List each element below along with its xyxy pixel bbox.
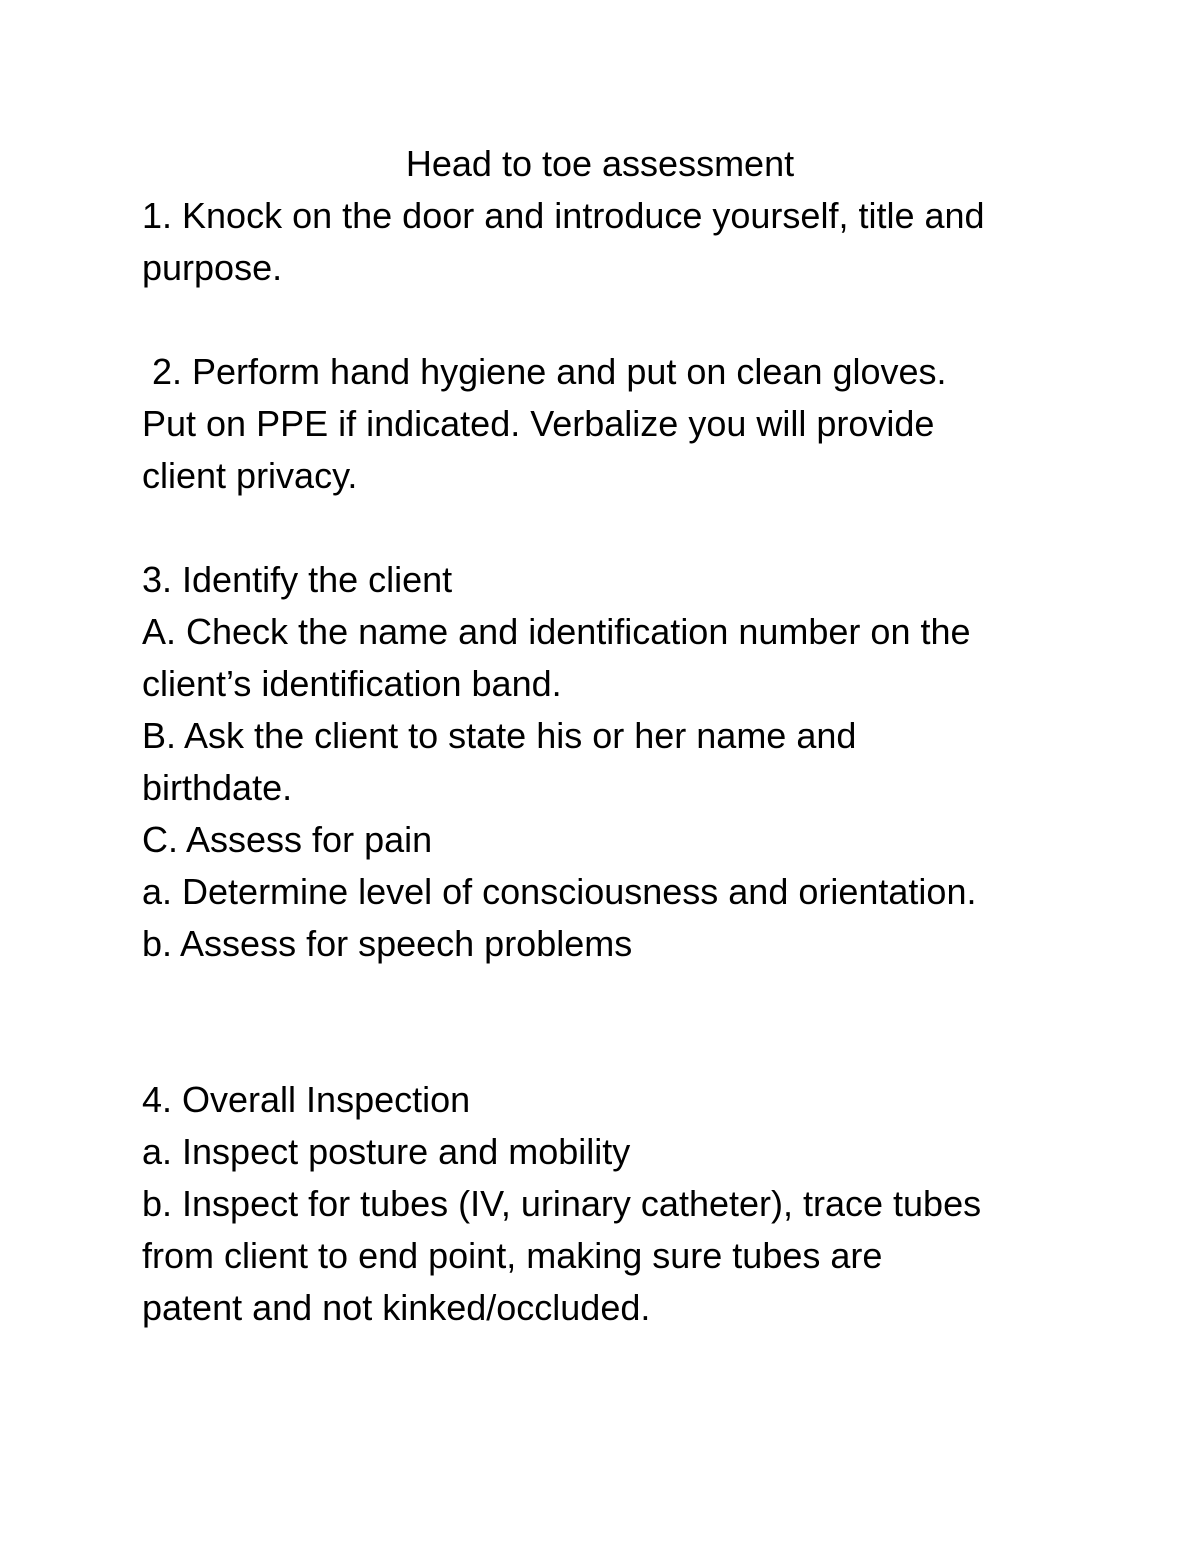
step-4-heading: 4. Overall Inspection [142, 1079, 471, 1120]
step-4-item-a: a. Inspect posture and mobility [142, 1131, 631, 1172]
spacer [142, 294, 1102, 346]
step-1-line-1: 1. Knock on the door and introduce yourself, title and [142, 195, 985, 236]
spacer [142, 502, 1102, 554]
step-2 [142, 346, 1102, 502]
step-3 [142, 554, 1102, 970]
step-3-item-a-line-1: A. Check the name and identification number on the [142, 611, 971, 652]
step-2-line-1: 2. Perform hand hygiene and put on clean gloves. [142, 351, 947, 392]
step-3-subitem-b: b. Assess for speech problems [142, 923, 633, 964]
step-3-item-a-line-2: client’s identification band. [142, 663, 562, 704]
step-3-item-b-line-1: B. Ask the client to state his or her name and [142, 715, 857, 756]
step-2-line-3: client privacy. [142, 455, 358, 496]
step-4-item-b-line-2: from client to end point, making sure tubes are [142, 1235, 883, 1276]
step-4-item-b-line-3: patent and not kinked/occluded. [142, 1287, 651, 1328]
step-4 [142, 1074, 1102, 1334]
step-3-heading: 3. Identify the client [142, 559, 453, 600]
step-1 [142, 190, 1102, 294]
step-3-item-b-line-2: birthdate. [142, 767, 293, 808]
step-3-subitem-a: a. Determine level of consciousness and orientation. [142, 871, 977, 912]
step-3-item-c: C. Assess for pain [142, 819, 433, 860]
document-title: Head to toe assessment [405, 143, 795, 184]
spacer [142, 970, 1102, 1074]
step-4-item-b-line-1: b. Inspect for tubes (IV, urinary catheter), trace tubes [142, 1183, 982, 1224]
step-1-line-2: purpose. [142, 247, 283, 288]
step-2-line-2: Put on PPE if indicated. Verbalize you will provide [142, 403, 935, 444]
document-body [142, 190, 1102, 1334]
